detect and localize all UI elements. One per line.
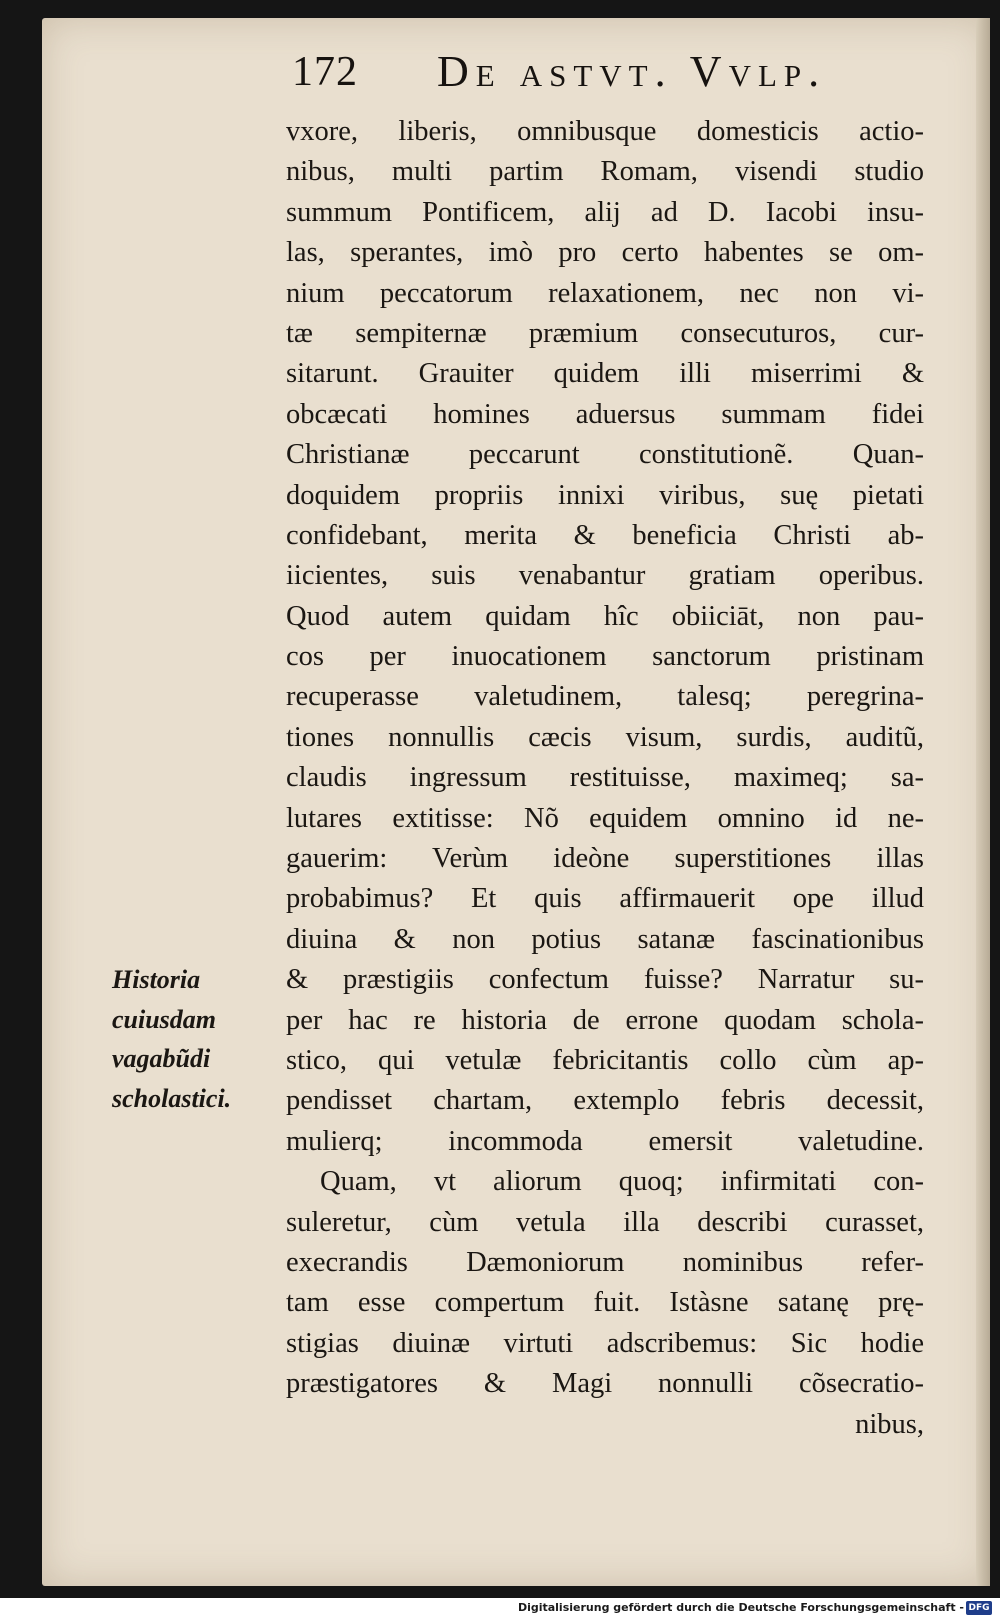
text-line: claudis ingressum restituisse, maximeq; sa- bbox=[286, 762, 924, 794]
text-line: tiones nonnullis cæcis visum, surdis, auditũ, bbox=[286, 721, 924, 753]
text-line: vxore, liberis, omnibusque domesticis actio- bbox=[286, 116, 924, 147]
text-line: stigias diuinæ virtuti adscribemus: Sic hodie bbox=[286, 1327, 924, 1359]
catchword: nibus, bbox=[855, 1408, 924, 1440]
text-line: las, sperantes, imò pro certo habentes se om- bbox=[286, 237, 924, 269]
text-line: diuina & non potius satanæ fascinationibus bbox=[286, 923, 924, 955]
text-line: Quam, vt aliorum quoq; infirmitati con- bbox=[320, 1166, 924, 1198]
text-line: mulierq; incommoda emersit valetudine. bbox=[286, 1125, 924, 1157]
text-line: recuperasse valetudinem, talesq; peregrina- bbox=[286, 681, 924, 713]
page-header bbox=[292, 42, 912, 102]
text-line: stico, qui vetulæ febricitantis collo cùm ap- bbox=[286, 1044, 924, 1076]
text-line: per hac re historia de errone quodam schola- bbox=[286, 1004, 924, 1036]
text-line: probabimus? Et quis affirmauerit ope illud bbox=[286, 883, 924, 915]
dfg-logo: DFG bbox=[966, 1601, 992, 1615]
text-line: pendisset chartam, extemplo febris decessit, bbox=[286, 1085, 924, 1117]
margin-note-line: vagabũdi bbox=[112, 1044, 211, 1073]
funding-credit: Digitalisierung gefördert durch die Deutsche Forschungsgemeinschaft - bbox=[517, 1601, 964, 1614]
text-line: confidebant, merita & beneficia Christi ab- bbox=[286, 519, 924, 551]
text-line: sitarunt. Grauiter quidem illi miserrimi & bbox=[286, 358, 924, 390]
text-line: Quod autem quidam hîc obiiciāt, non pau- bbox=[286, 600, 924, 632]
text-line: tam esse compertum fuit. Istàsne satanę prę- bbox=[286, 1287, 924, 1319]
text-line: execrandis Dæmoniorum nominibus refer- bbox=[286, 1246, 924, 1278]
text-line: nium peccatorum relaxationem, nec non vi- bbox=[286, 277, 924, 309]
margin-note-line: scholastici. bbox=[112, 1083, 232, 1113]
text-line: præstigatores & Magi nonnulli cõsecratio- bbox=[286, 1368, 924, 1400]
margin-note-line: cuiusdam bbox=[112, 1004, 217, 1034]
text-line: gauerim: Verùm ideòne superstitiones illas bbox=[286, 843, 924, 875]
text-line: summum Pontificem, alij ad D. Iacobi insu- bbox=[286, 196, 924, 228]
text-line: iicientes, suis venabantur gratiam operibus. bbox=[286, 560, 924, 592]
text-line: tæ sempiternæ præmium consecuturos, cur- bbox=[286, 317, 924, 349]
page-number: 172 bbox=[292, 49, 358, 95]
running-head: De astvt. Vvlp. bbox=[437, 47, 827, 96]
text-line: & præstigiis confectum fuisse? Narratur su- bbox=[286, 964, 924, 996]
text-line: obcæcati homines aduersus summam fidei bbox=[286, 398, 924, 430]
text-line: lutares extitisse: Nõ equidem omnino id ne- bbox=[286, 802, 924, 834]
margin-note bbox=[112, 960, 282, 1118]
text-line: suleretur, cùm vetula illa describi curasset, bbox=[286, 1206, 924, 1238]
text-line: nibus, multi partim Romam, visendi studio bbox=[286, 156, 924, 188]
margin-note-line: Historia bbox=[112, 965, 201, 994]
page-edge bbox=[976, 18, 990, 1586]
text-line: doquidem propriis innixi viribus, suę pietati bbox=[286, 479, 924, 511]
text-line: cos per inuocationem sanctorum pristinam bbox=[286, 641, 924, 673]
footer-bar bbox=[0, 1598, 1000, 1620]
text-line: Christianæ peccarunt constitutionẽ. Quan- bbox=[286, 439, 924, 471]
body-text bbox=[286, 112, 924, 1445]
